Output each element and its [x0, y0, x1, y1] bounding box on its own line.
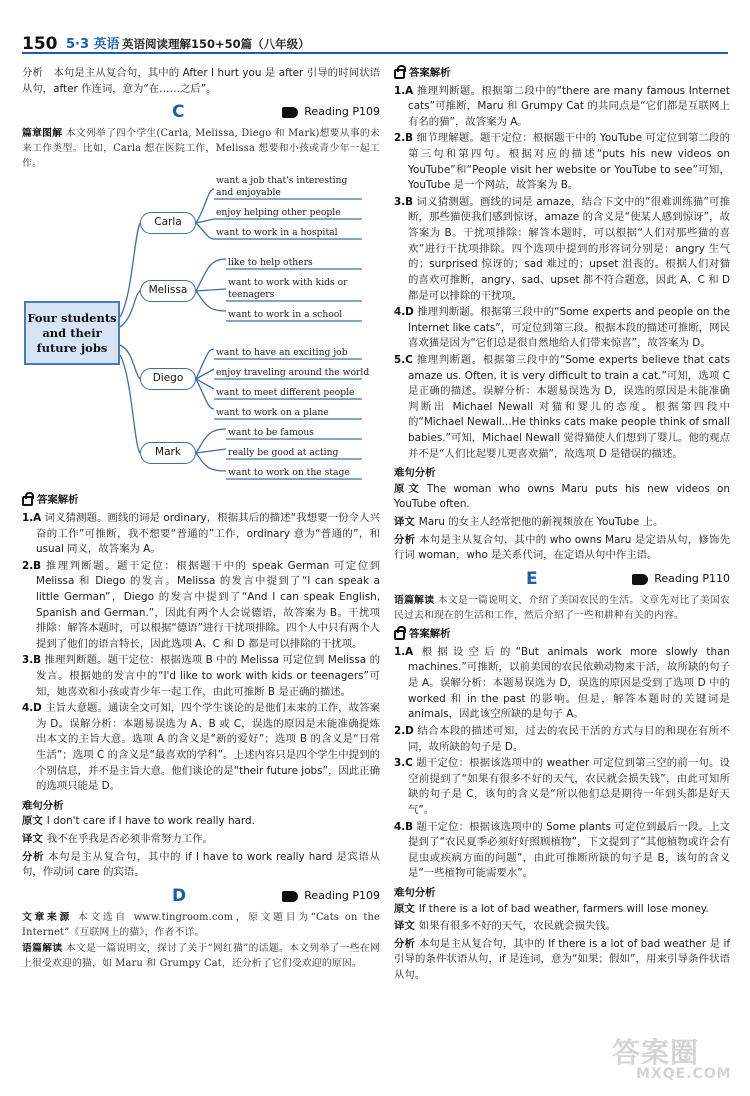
analysis [394, 533, 730, 564]
analysis-text: 本句是主从复合句，其中的 who owns Maru 是定语从句，修饰先行词 woman，who 是关系代词，在定语从句中作主语。 [394, 533, 731, 562]
overview-label: 篇章图解 [22, 128, 63, 140]
answer-item [22, 653, 380, 700]
original-text: If there is a lot of bad weather, farmers will lose money. [418, 902, 709, 915]
answer-number: 3.B [22, 654, 42, 667]
melissa-item: like to help others [228, 257, 313, 269]
student-melissa: Melissa [140, 280, 196, 302]
overview [22, 127, 380, 171]
translation-text: 如果有很多不好的天气，农民就会损失钱。 [418, 920, 617, 933]
left-column [22, 66, 380, 974]
original-sentence [394, 482, 730, 513]
diego-item: want to meet different people [216, 387, 355, 399]
mind-map-center: Four students and their future jobs [24, 301, 120, 365]
answer-item [22, 701, 380, 795]
analysis-label: 分析 [394, 533, 416, 546]
pointing-hand-icon [632, 574, 648, 585]
translation [394, 919, 730, 935]
reading-label: 语篇解读 [394, 594, 435, 606]
section-e-header [394, 570, 730, 590]
article-source [22, 911, 380, 940]
answer-heading-text: 答案解析 [37, 494, 79, 507]
answer-item [394, 756, 730, 818]
answer-text: 推理判断题。根据第二段中的“there are many famous Internet cats”可推断，Maru 和 Grumpy Cat 的共同点是“它们都是互联网上有名的猫”，故答案为 A。 [408, 84, 730, 128]
reading-ref-text: Reading P110 [654, 571, 730, 585]
analysis-text: 本句是主从复合句，其中的 If there is a lot of bad weather 是 if 引导的条件状语从句，if 是连词，意为“如果；假如”，用来引导条件状语从句。 [394, 937, 730, 982]
source-text: 本文选自 www.tingroom.com，原文题目为“Cats on the Internet”《互联网上的猫》，作者不详。 [22, 911, 380, 938]
translation-text: Maru 的女主人经常把他的新视频放在 YouTube 上。 [418, 516, 664, 529]
carla-item: enjoy helping other people [216, 207, 341, 219]
pointing-hand-icon [282, 107, 298, 118]
section-letter: C [172, 102, 185, 123]
overview-text: 本文列举了四个学生(Carla, Melissa, Diego 和 Mark)想要从事的未来工作类型。比如，Carla 想在医院工作，Melissa 想要和小孩或青少年一起工作。 [22, 128, 380, 169]
answer-text: 细节理解题。题干定位：根据题干中的 YouTube 可定位到第二段的第三句和第四句。根据对应的描述“puts his new videos on YouTube”和“People visit her website or YouTube to see”可知，YouTube 是一个网站，故答案为 B。 [408, 132, 730, 192]
answer-text: 词义猜测题。画线的词是 ordinary，根据其后的描述“我想要一份令人兴奋的工作”可推断，我不想要“普通的”工作，ordinary 意为“普通的”，和 usual 同义，故答案为 A。 [36, 511, 380, 556]
carla-item: want a job that's interesting and enjoyable [216, 175, 348, 198]
section-letter: E [526, 568, 538, 589]
answer-number: 1.A [22, 511, 42, 524]
reading-ref [282, 104, 380, 121]
answer-number: 3.C [394, 757, 413, 770]
translation [394, 515, 730, 531]
answer-item [394, 645, 730, 723]
answer-text: 题干定位：根据该选项中的 weather 可定位到第三空的前一句。设空前提到了“如果有很多不好的天气，农民就会损失钱”，由此可知所缺的句子是 C，该句的含义是“所以他们总是期待一年到头都是好天气”。 [408, 757, 731, 816]
reading-summary [394, 594, 730, 623]
answer-item [394, 724, 730, 755]
melissa-item: want to work in a school [228, 309, 343, 321]
answer-item [22, 559, 380, 653]
reading-text: 本文是一篇说明文，探讨了关于“网红猫”的话题。本文列举了一些在网上很受欢迎的猫，如 Maru 和 Grumpy Cat，还分析了它们受欢迎的原因。 [22, 943, 380, 969]
watermark-logo: 答案圈 [612, 1036, 700, 1069]
page-header [22, 32, 728, 54]
answer-heading-text: 答案解析 [409, 628, 451, 641]
reading-ref [282, 888, 380, 905]
analysis [22, 850, 380, 881]
answer-number: 4.D [394, 306, 414, 319]
original-label: 原文 [394, 902, 415, 915]
translation-label: 译文 [394, 920, 415, 933]
hard-sentence-heading: 难句分析 [22, 799, 64, 812]
translation-label: 译文 [22, 833, 43, 846]
answer-text: 主旨大意题。通读全文可知，四个学生谈论的是他们未来的工作，故答案为 D。误解分析：本题易误选为 A、B 或 C，误选的原因是未能准确提炼出本文的主旨大意。选项 A 的含义是“新的爱好”；选项 B 的含义是“日常生活”；选项 C 的含义是“最喜欢的学科”。上述内容只是四个学生中提到的个别信息，并不是主旨大意。他们谈论的是“their future jobs”，因此正确的选项只能是 D。 [36, 702, 381, 793]
answer-number: 2.B [22, 559, 42, 572]
mark-item: want to be famous [228, 427, 315, 439]
reading-ref [632, 571, 730, 588]
answer-text: 推理判断题。根据第三段中的“Some experts believe that cats amaze us. Often, it is very difficult to train a cat.”可知，选项 C 是正确的描述。误解分析：本题易误选为 D，误选的原因是未能准确判断出 Michael Newall 对猫和婴儿的态度。根据第四段中的“Michael Newall...He thinks cats make people think of small babies.”可知，Michael Newall 觉得猫使人们想到了婴儿。他的观点并不是“人们比起婴儿更喜欢猫”，故选项 D 是错误的描述。 [408, 353, 730, 460]
answer-number: 1.A [394, 84, 414, 97]
source-label: 文章来源 [22, 911, 73, 923]
carla-item: want to work in a hospital [216, 227, 338, 239]
diego-item: enjoy traveling around the world [216, 367, 370, 379]
answer-heading [394, 627, 730, 643]
pointing-hand-icon [282, 891, 298, 902]
answer-heading-text: 答案解析 [409, 67, 451, 79]
analysis-text: 本句是主从复合句，其中的 if I have to work really hard 是宾语从句，作动词 care 的宾语。 [22, 850, 381, 879]
analysis-label: 分析 [22, 850, 45, 863]
student-mark: Mark [140, 442, 196, 464]
reading-label: 语篇解读 [22, 943, 63, 955]
translation-label: 译文 [394, 516, 415, 529]
hard-sentence-heading: 难句分析 [394, 887, 436, 900]
answer-text: 推理判断题。根据第三段中的“Some experts and people on the Internet like cats”，可定位到第三段。根据本段的描述可推断，网民喜欢猫是因为“它们总是很自然地给人们带来惊喜”，故答案为 D。 [408, 306, 731, 350]
answer-number: 2.B [394, 132, 414, 145]
mark-item: really be good at acting [228, 447, 339, 459]
answer-text: 结合本段的描述可知，过去的农民干活的方式与目的和现在有所不同，故所缺的句子是 D。 [408, 724, 730, 753]
intro-analysis: 分析 本句是主从复合句，其中的 After I hurt you 是 after 引导的时间状语从句，after 作连词，意为“在……之后”。 [22, 67, 380, 95]
section-d-header [22, 887, 380, 907]
answer-number: 2.D [394, 724, 414, 737]
book-title: 英语阅读理解150+50篇（八年级） [122, 37, 310, 51]
translation [22, 832, 380, 848]
mark-item: want to work on the stage [228, 467, 350, 479]
answer-item [394, 84, 730, 131]
student-carla: Carla [140, 212, 196, 234]
section-c-header [22, 103, 380, 123]
original-text: The woman who owns Maru puts his new videos on YouTube often. [394, 482, 731, 511]
section-letter: D [172, 885, 187, 906]
lock-icon [394, 69, 405, 79]
reading-text: 本文是一篇说明文，介绍了美国农民的生活。文章先对比了美国农民过去和现在的生活和工作，然后介绍了一些和耕种有关的内容。 [394, 594, 730, 621]
answer-item [394, 353, 730, 462]
answer-item [394, 131, 730, 193]
original-sentence [394, 902, 730, 918]
original-label: 原文 [22, 815, 43, 828]
answer-number: 1.A [394, 645, 414, 658]
diego-item: want to work on a plane [216, 407, 329, 419]
original-sentence [22, 814, 380, 830]
reading-summary [22, 942, 380, 971]
answer-item [394, 305, 730, 352]
melissa-item: want to work with kids or teenagers [228, 277, 348, 300]
lock-icon [22, 496, 33, 506]
answer-number: 4.B [394, 820, 414, 833]
reading-ref-text: Reading P109 [304, 888, 380, 902]
student-diego: Diego [140, 368, 196, 390]
answer-item [394, 820, 730, 882]
answer-number: 5.C [394, 353, 413, 366]
diego-item: want to have an exciting job [216, 347, 348, 359]
answer-heading [394, 66, 730, 82]
watermark-url: MXQE.COM [636, 1066, 732, 1082]
analysis [394, 937, 730, 984]
answer-number: 4.D [22, 702, 42, 715]
original-label: 原文 [394, 482, 423, 495]
answer-text: 根据设空后的“But animals work more slowly than machines.”可推断，以前美国的农民依赖动物来干活，故所缺的句子是 A。误解分析：本题易误选为 D，误选的原因是受到了选项 D 中的 worked 和 in the past 的影响。但是，解答本题时的关键词是 animals，因此该空所缺的是句子 A。 [408, 645, 730, 721]
hard-sentence-heading: 难句分析 [394, 467, 436, 480]
translation-text: 我不在乎我是否必须非常努力工作。 [46, 833, 214, 846]
right-column [394, 66, 730, 986]
reading-ref-text: Reading P109 [304, 105, 380, 119]
answer-number: 3.B [394, 195, 414, 208]
analysis-label: 分析 [394, 937, 415, 950]
answer-item [22, 511, 380, 558]
answer-text: 题干定位：根据该选项中的 Some plants 可定位到最后一段。上文提到了“农民夏季必须好好照顾植物”，下文提到了“其他植物或许会有昆虫或疾病方面的问题”，由此可推断所缺的句子是 B，该句的含义是“一些植物可能需要水”。 [408, 820, 730, 880]
answer-heading [22, 493, 380, 509]
answer-text: 词义猜测题。画线的词是 amaze，结合下文中的“很难训练猫”可推断，那些猫使我们感到惊讶，amaze 的含义是“使某人感到惊讶”，故答案为 B。干扰项排除：解答本题时，可以根据“人们对那些猫的喜欢”进行干扰项排除。四个选项中提到的形容词分别是：angry 生气的；surprised 惊讶的；sad 难过的；upset 沮丧的。根据人们对猫的喜欢可推断，angry、sad、upset 都不符合题意，因此 A、C 和 D 都是可以排除的干扰项。 [408, 195, 730, 302]
answer-text: 推理判断题。题干定位：根据题干中的 speak German 可定位到 Melissa 和 Diego 的发言。Melissa 的发言中提到了“I can speak a little German”，Diego 的发言中提到了“And I can speak English, Spanish and German.”，因此有两个人会说德语，故答案为 B。干扰项排除：解答本题时，可以根据“德语”进行干扰项排除。四个人中只有两个人提到了他们的语言特长，因此选项 A、C 和 D 都是可以排除的干扰项。 [36, 559, 380, 650]
lock-icon [394, 630, 405, 640]
original-text: I don't care if I have to work really hard. [46, 815, 255, 828]
mind-map [22, 177, 380, 489]
page-number: 150 [22, 34, 58, 54]
series-logo: 5·3 英语 [66, 37, 120, 52]
answer-text: 推理判断题。题干定位：根据选项 B 中的 Melissa 可定位到 Melissa 的发言。根据她的发言中的“I'd like to work with kids or teenagers”可知，她喜欢和小孩或青少年一起工作，由此可推断 B 是正确的描述。 [36, 654, 380, 698]
answer-item [394, 195, 730, 304]
